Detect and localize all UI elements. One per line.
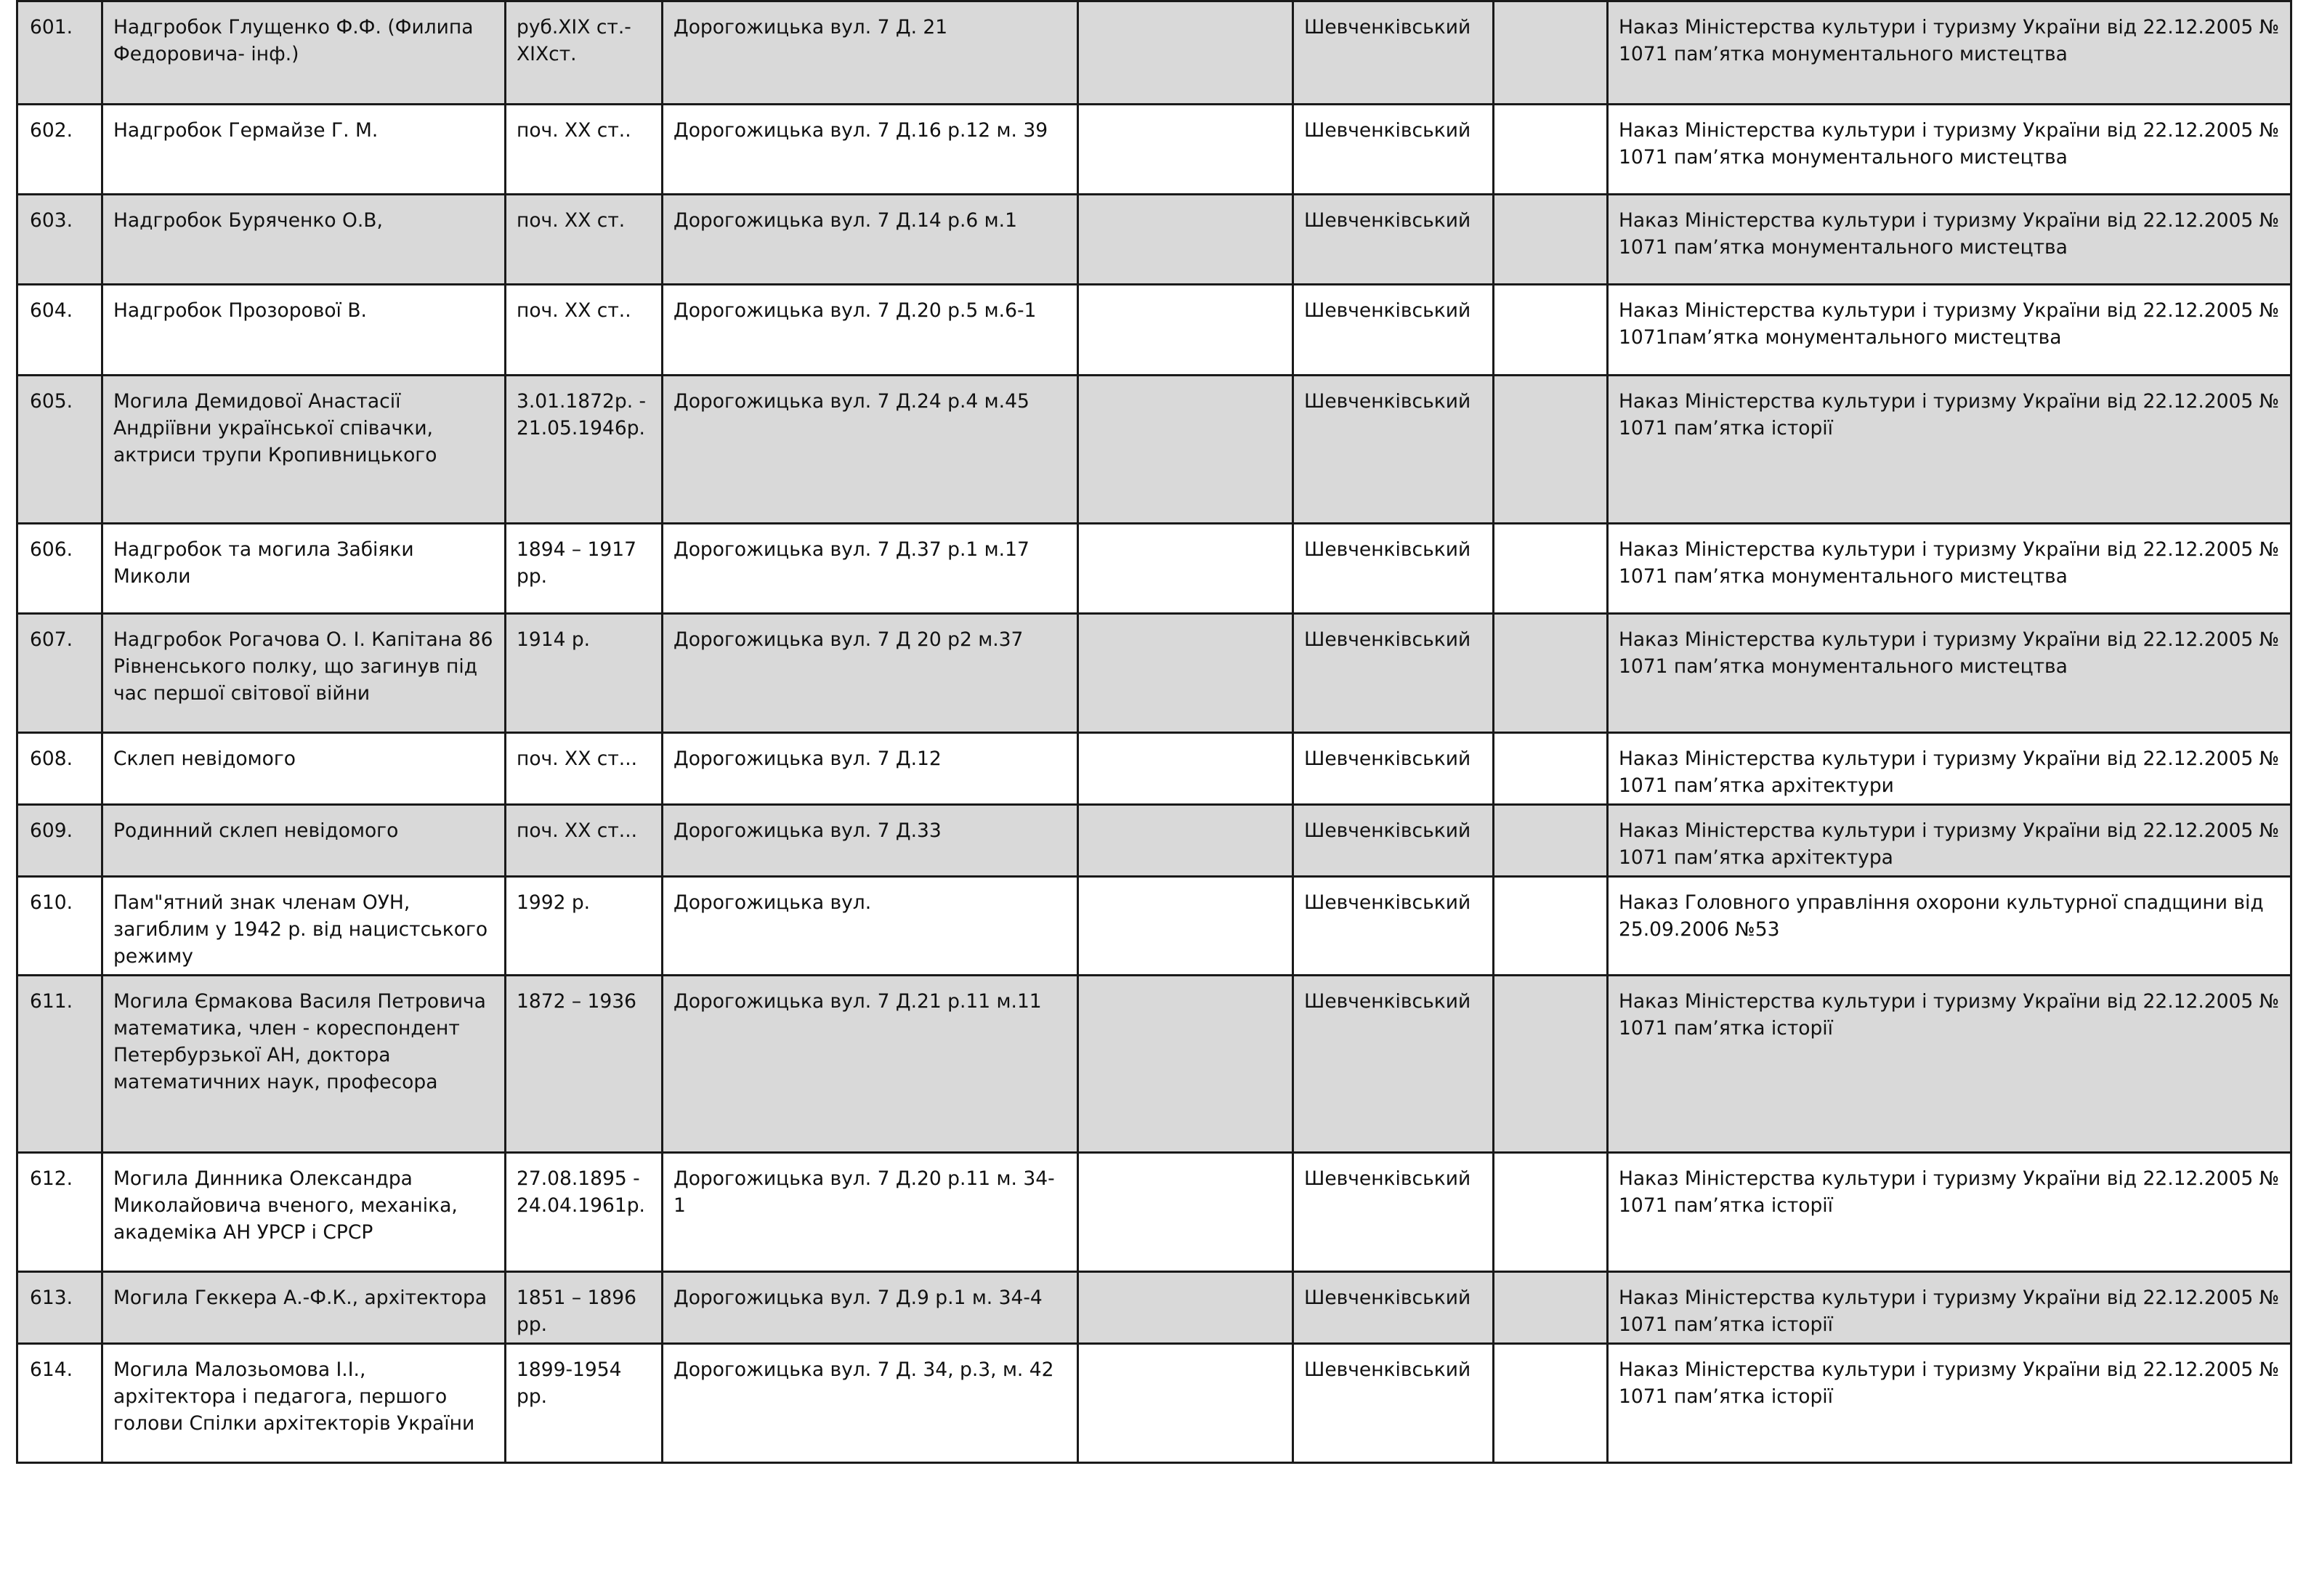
monument-date: 1851 – 1896 рр. <box>506 1272 663 1344</box>
legal-document: Наказ Міністерства культури і туризму України від 22.12.2005 № 1071 пам’ятка історії <box>1608 976 2291 1153</box>
monument-date: 27.08.1895 - 24.04.1961р. <box>506 1153 663 1272</box>
monument-address: Дорогожицька вул. 7 Д.37 р.1 м.17 <box>663 524 1078 614</box>
monument-date: поч. ХХ ст.. <box>506 105 663 195</box>
monument-name: Могила Геккера А.-Ф.К., архітектора <box>102 1272 506 1344</box>
district: Шевченківський <box>1293 1153 1494 1272</box>
empty-cell <box>1078 976 1293 1153</box>
row-number: 607. <box>17 614 102 733</box>
empty-cell <box>1494 195 1608 285</box>
monument-name: Склеп невідомого <box>102 733 506 805</box>
empty-cell <box>1078 1344 1293 1463</box>
row-number: 605. <box>17 376 102 524</box>
monument-date: 1872 – 1936 <box>506 976 663 1153</box>
district: Шевченківський <box>1293 1272 1494 1344</box>
legal-document: Наказ Міністерства культури і туризму України від 22.12.2005 № 1071 пам’ятка монументального мистецтва <box>1608 1 2291 105</box>
empty-cell <box>1078 524 1293 614</box>
row-number: 612. <box>17 1153 102 1272</box>
legal-document: Наказ Головного управління охорони культурної спадщини від 25.09.2006 №53 <box>1608 877 2291 976</box>
legal-document: Наказ Міністерства культури і туризму України від 22.12.2005 № 1071 пам’ятка архітектура <box>1608 805 2291 877</box>
legal-document: Наказ Міністерства культури і туризму України від 22.12.2005 № 1071 пам’ятка монументального мистецтва <box>1608 614 2291 733</box>
table-row <box>17 376 2291 524</box>
monument-address: Дорогожицька вул. 7 Д.9 р.1 м. 34-4 <box>663 1272 1078 1344</box>
row-number: 603. <box>17 195 102 285</box>
monument-name: Надгробок Буряченко О.В, <box>102 195 506 285</box>
monument-date: 1992 р. <box>506 877 663 976</box>
monument-name: Надгробок Гермайзе Г. М. <box>102 105 506 195</box>
empty-cell <box>1494 976 1608 1153</box>
table-row <box>17 285 2291 376</box>
table-row <box>17 1344 2291 1463</box>
monument-name: Родинний склеп невідомого <box>102 805 506 877</box>
district: Шевченківський <box>1293 195 1494 285</box>
empty-cell <box>1494 105 1608 195</box>
monument-address: Дорогожицька вул. 7 Д.33 <box>663 805 1078 877</box>
table-row <box>17 1153 2291 1272</box>
empty-cell <box>1078 805 1293 877</box>
legal-document: Наказ Міністерства культури і туризму України від 22.12.2005 № 1071 пам’ятка монументального мистецтва <box>1608 524 2291 614</box>
empty-cell <box>1078 1272 1293 1344</box>
monument-date: поч. ХХ ст... <box>506 805 663 877</box>
monument-date: 3.01.1872р. - 21.05.1946р. <box>506 376 663 524</box>
monument-name: Надгробок Прозорової В. <box>102 285 506 376</box>
empty-cell <box>1494 1 1608 105</box>
table-row <box>17 524 2291 614</box>
empty-cell <box>1078 1 1293 105</box>
monument-address: Дорогожицька вул. 7 Д. 21 <box>663 1 1078 105</box>
empty-cell <box>1494 376 1608 524</box>
row-number: 609. <box>17 805 102 877</box>
monuments-registry-page <box>16 0 2290 1464</box>
district: Шевченківський <box>1293 105 1494 195</box>
table-row <box>17 1 2291 105</box>
empty-cell <box>1494 524 1608 614</box>
row-number: 601. <box>17 1 102 105</box>
monuments-table <box>16 0 2292 1464</box>
monument-address: Дорогожицька вул. 7 Д 20 р2 м.37 <box>663 614 1078 733</box>
monument-date: поч. ХХ ст.. <box>506 285 663 376</box>
monument-name: Надгробок та могила Забіяки Миколи <box>102 524 506 614</box>
legal-document: Наказ Міністерства культури і туризму України від 22.12.2005 № 1071пам’ятка монументального мистецтва <box>1608 285 2291 376</box>
district: Шевченківський <box>1293 877 1494 976</box>
empty-cell <box>1494 805 1608 877</box>
monument-date: 1894 – 1917 рр. <box>506 524 663 614</box>
row-number: 608. <box>17 733 102 805</box>
table-row <box>17 105 2291 195</box>
legal-document: Наказ Міністерства культури і туризму України від 22.12.2005 № 1071 пам’ятка архітектури <box>1608 733 2291 805</box>
district: Шевченківський <box>1293 805 1494 877</box>
monument-name: Могила Єрмакова Василя Петровича математика, член - кореспондент Петербурзької АН, доктора математичних наук, професора <box>102 976 506 1153</box>
legal-document: Наказ Міністерства культури і туризму України від 22.12.2005 № 1071 пам’ятка монументального мистецтва <box>1608 195 2291 285</box>
monument-address: Дорогожицька вул. 7 Д.24 р.4 м.45 <box>663 376 1078 524</box>
district: Шевченківський <box>1293 285 1494 376</box>
table-row <box>17 976 2291 1153</box>
monument-address: Дорогожицька вул. 7 Д.21 р.11 м.11 <box>663 976 1078 1153</box>
monument-address: Дорогожицька вул. 7 Д. 34, р.3, м. 42 <box>663 1344 1078 1463</box>
monument-address: Дорогожицька вул. 7 Д.12 <box>663 733 1078 805</box>
row-number: 614. <box>17 1344 102 1463</box>
monument-date: поч. ХХ ст... <box>506 733 663 805</box>
empty-cell <box>1078 105 1293 195</box>
row-number: 604. <box>17 285 102 376</box>
district: Шевченківський <box>1293 1 1494 105</box>
empty-cell <box>1078 877 1293 976</box>
table-row <box>17 195 2291 285</box>
monument-name: Могила Демидової Анастасії Андріївни української співачки, актриси трупи Кропивницького <box>102 376 506 524</box>
empty-cell <box>1078 733 1293 805</box>
empty-cell <box>1494 285 1608 376</box>
monument-address: Дорогожицька вул. 7 Д.16 р.12 м. 39 <box>663 105 1078 195</box>
legal-document: Наказ Міністерства культури і туризму України від 22.12.2005 № 1071 пам’ятка історії <box>1608 1344 2291 1463</box>
table-row <box>17 1272 2291 1344</box>
monument-date: 1899-1954 рр. <box>506 1344 663 1463</box>
district: Шевченківський <box>1293 524 1494 614</box>
monument-address: Дорогожицька вул. 7 Д.20 р.5 м.6-1 <box>663 285 1078 376</box>
row-number: 602. <box>17 105 102 195</box>
district: Шевченківський <box>1293 614 1494 733</box>
district: Шевченківський <box>1293 733 1494 805</box>
empty-cell <box>1494 614 1608 733</box>
monument-address: Дорогожицька вул. 7 Д.20 р.11 м. 34-1 <box>663 1153 1078 1272</box>
row-number: 611. <box>17 976 102 1153</box>
monument-date: 1914 р. <box>506 614 663 733</box>
monument-name: Надгробок Рогачова О. І. Капітана 86 Рівненського полку, що загинув під час першої світової війни <box>102 614 506 733</box>
empty-cell <box>1078 1153 1293 1272</box>
legal-document: Наказ Міністерства культури і туризму України від 22.12.2005 № 1071 пам’ятка історії <box>1608 376 2291 524</box>
empty-cell <box>1078 195 1293 285</box>
monument-date: поч. ХХ ст. <box>506 195 663 285</box>
table-row <box>17 805 2291 877</box>
monument-name: Надгробок Глущенко Ф.Ф. (Филипа Федоровича- інф.) <box>102 1 506 105</box>
empty-cell <box>1078 285 1293 376</box>
row-number: 613. <box>17 1272 102 1344</box>
monument-name: Пам"ятний знак членам ОУН, загиблим у 1942 р. від нацистського режиму <box>102 877 506 976</box>
district: Шевченківський <box>1293 976 1494 1153</box>
empty-cell <box>1494 733 1608 805</box>
legal-document: Наказ Міністерства культури і туризму України від 22.12.2005 № 1071 пам’ятка історії <box>1608 1272 2291 1344</box>
legal-document: Наказ Міністерства культури і туризму України від 22.12.2005 № 1071 пам’ятка монументального мистецтва <box>1608 105 2291 195</box>
empty-cell <box>1078 614 1293 733</box>
monument-name: Могила Динника Олександра Миколайовича вченого, механіка, академіка АН УРСР і СРСР <box>102 1153 506 1272</box>
row-number: 610. <box>17 877 102 976</box>
monument-name: Могила Малозьомова І.І., архітектора і педагога, першого голови Спілки архітекторів України <box>102 1344 506 1463</box>
monument-address: Дорогожицька вул. <box>663 877 1078 976</box>
legal-document: Наказ Міністерства культури і туризму України від 22.12.2005 № 1071 пам’ятка історії <box>1608 1153 2291 1272</box>
district: Шевченківський <box>1293 1344 1494 1463</box>
table-row <box>17 614 2291 733</box>
table-row <box>17 877 2291 976</box>
monument-address: Дорогожицька вул. 7 Д.14 р.6 м.1 <box>663 195 1078 285</box>
monument-date: руб.ХІХ ст.-ХІХст. <box>506 1 663 105</box>
empty-cell <box>1494 1344 1608 1463</box>
district: Шевченківський <box>1293 376 1494 524</box>
empty-cell <box>1078 376 1293 524</box>
empty-cell <box>1494 1153 1608 1272</box>
row-number: 606. <box>17 524 102 614</box>
empty-cell <box>1494 877 1608 976</box>
table-row <box>17 733 2291 805</box>
empty-cell <box>1494 1272 1608 1344</box>
